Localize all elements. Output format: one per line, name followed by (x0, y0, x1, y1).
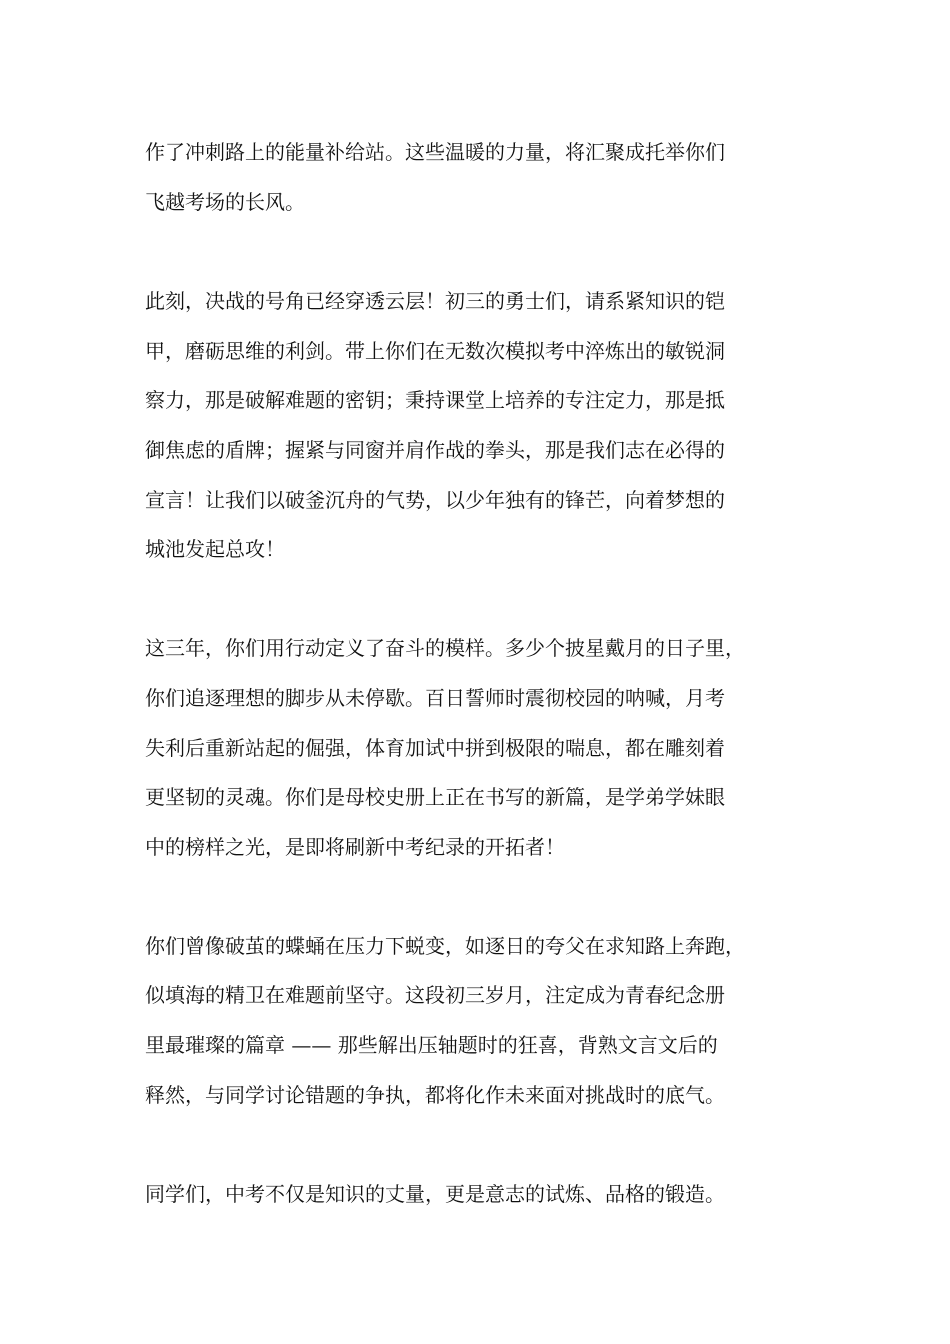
text-line: 你们追逐理想的脚步从未停歇。百日誓师时震彻校园的呐喊，月考 (145, 686, 725, 710)
text-line: 甲，磨砺思维的利剑。带上你们在无数次模拟考中淬炼出的敏锐洞 (145, 339, 725, 363)
text-line: 察力，那是破解难题的密钥；秉持课堂上培养的专注定力，那是抵 (145, 388, 725, 412)
text-line: 这三年，你们用行动定义了奋斗的模样。多少个披星戴月的日子里， (145, 636, 745, 660)
text-line: 你们曾像破茧的蝶蛹在压力下蜕变，如逐日的夸父在求知路上奔跑， (145, 934, 745, 958)
text-line: 释然，与同学讨论错题的争执，都将化作未来面对挑战时的底气。 (145, 1083, 725, 1107)
text-line: 同学们，中考不仅是知识的丈量，更是意志的试炼、品格的锻造。 (145, 1182, 725, 1206)
text-line: 作了冲刺路上的能量补给站。这些温暖的力量，将汇聚成托举你们 (145, 140, 725, 164)
text-line: 御焦虑的盾牌；握紧与同窗并肩作战的拳头，那是我们志在必得的 (145, 438, 725, 462)
text-line: 此刻，决战的号角已经穿透云层！初三的勇士们，请系紧知识的铠 (145, 289, 725, 313)
text-line: 飞越考场的长风。 (145, 190, 305, 214)
text-line: 宣言！让我们以破釜沉舟的气势，以少年独有的锋芒，向着梦想的 (145, 488, 725, 512)
text-line: 更坚韧的灵魂。你们是母校史册上正在书写的新篇，是学弟学妹眼 (145, 785, 725, 809)
text-line: 里最璀璨的篇章 —— 那些解出压轴题时的狂喜，背熟文言文后的 (145, 1033, 718, 1057)
text-line: 城池发起总攻！ (145, 537, 285, 561)
text-line: 似填海的精卫在难题前坚守。这段初三岁月，注定成为青春纪念册 (145, 983, 725, 1007)
text-line: 失利后重新站起的倔强，体育加试中拼到极限的喘息，都在雕刻着 (145, 736, 725, 760)
text-line: 中的榜样之光，是即将刷新中考纪录的开拓者！ (145, 835, 565, 859)
